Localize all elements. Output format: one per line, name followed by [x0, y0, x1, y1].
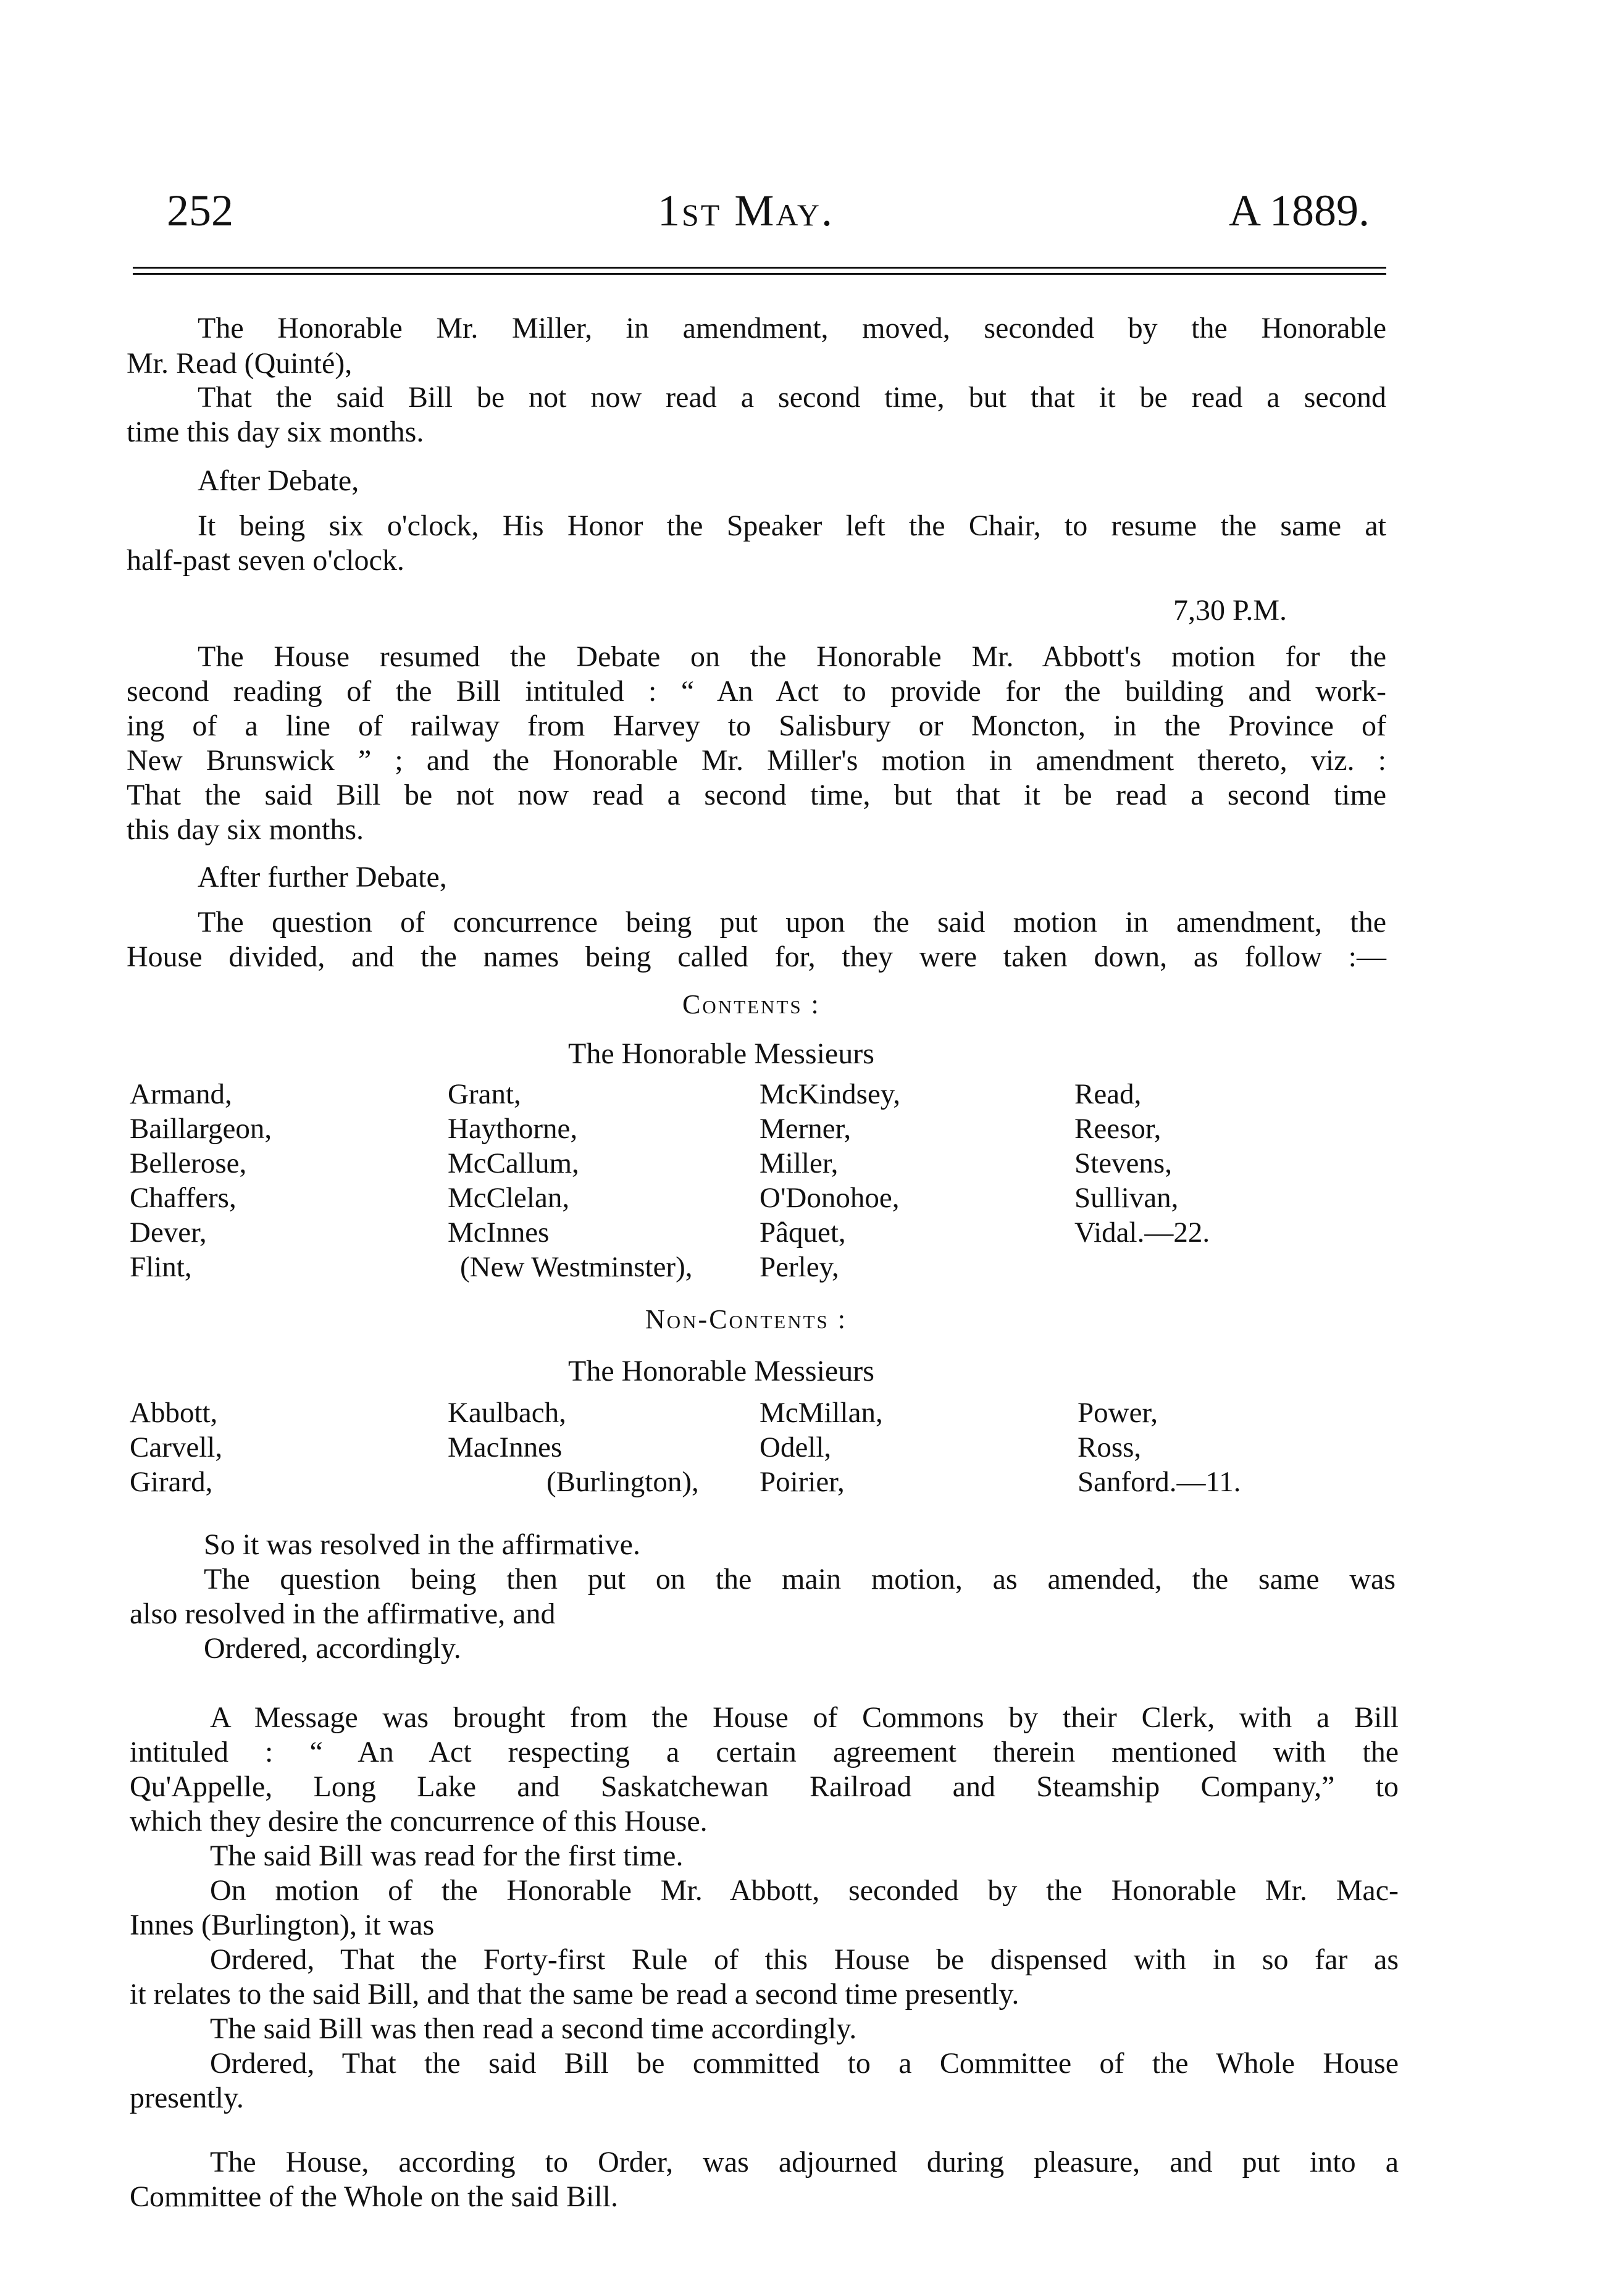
- amendment-line-4: time this day six months.: [127, 416, 424, 448]
- message-line-6: On motion of the Honorable Mr. Abbott, seconded by the Honorable Mr. Mac-: [210, 1874, 1399, 1907]
- page-year: A 1889.: [1229, 186, 1370, 235]
- list-item: Dever,: [130, 1216, 207, 1249]
- list-item: Poirier,: [760, 1466, 845, 1498]
- list-item: Stevens,: [1074, 1147, 1172, 1179]
- message-line-12: presently.: [130, 2082, 244, 2114]
- message-line-3: Qu'Appelle, Long Lake and Saskatchewan Railroad and Steamship Company,” to: [130, 1770, 1399, 1803]
- list-item: Abbott,: [130, 1397, 218, 1429]
- message-line-10: The said Bill was then read a second time accordingly.: [210, 2012, 857, 2045]
- resumed-line-5: That the said Bill be not now read a second time, but that it be read a second time: [127, 779, 1386, 811]
- time-stamp: 7,30 P.M.: [1173, 594, 1287, 627]
- question-line-2: House divided, and the names being called for, they were taken down, as follow :—: [127, 940, 1386, 973]
- list-item: Armand,: [130, 1078, 232, 1110]
- list-item: Reesor,: [1074, 1113, 1161, 1145]
- resolved-line-4: Ordered, accordingly.: [204, 1632, 461, 1665]
- contents-col2-continuation: (New Westminster),: [460, 1251, 693, 1283]
- list-item: Power,: [1078, 1397, 1158, 1429]
- list-item: Carvell,: [130, 1431, 223, 1463]
- non-contents-col2-continuation: (Burlington),: [546, 1466, 699, 1498]
- list-item: Sullivan,: [1074, 1182, 1179, 1214]
- adjourned-line-1: The House, according to Order, was adjourned during pleasure, and put into a: [210, 2146, 1399, 2178]
- message-line-11: Ordered, That the said Bill be committed to a Committee of the Whole House: [210, 2047, 1399, 2080]
- non-contents-column-4: [1078, 1396, 1241, 1499]
- resumed-line-6: this day six months.: [127, 813, 364, 846]
- resolved-line-2: The question being then put on the main motion, as amended, the same was: [204, 1563, 1396, 1596]
- message-line-7: Innes (Burlington), it was: [130, 1909, 435, 1941]
- header-rule: [133, 267, 1386, 269]
- page-date: 1st May.: [658, 186, 834, 235]
- contents-subheading: The Honorable Messieurs: [568, 1037, 874, 1070]
- list-item: Baillargeon,: [130, 1113, 272, 1145]
- list-item: Read,: [1074, 1078, 1142, 1110]
- contents-heading: Contents :: [682, 989, 821, 1019]
- amendment-line-3: That the said Bill be not now read a second time, but that it be read a second: [198, 381, 1386, 414]
- after-further-debate: After further Debate,: [198, 861, 447, 894]
- list-item: Pâquet,: [760, 1216, 846, 1249]
- six-oclock-line-2: half-past seven o'clock.: [127, 544, 404, 577]
- contents-column-3: [760, 1077, 900, 1284]
- list-item: Ross,: [1078, 1431, 1142, 1463]
- list-item: MacInnes: [448, 1431, 563, 1463]
- header-rule-2: [133, 273, 1386, 275]
- list-item: Kaulbach,: [448, 1397, 566, 1429]
- list-item: Odell,: [760, 1431, 832, 1463]
- resumed-line-4: New Brunswick ” ; and the Honorable Mr. Miller's motion in amendment thereto, viz. :: [127, 744, 1386, 777]
- list-item: McClelan,: [448, 1182, 570, 1214]
- list-item: Miller,: [760, 1147, 839, 1179]
- list-item: Flint,: [130, 1251, 192, 1283]
- resumed-line-1: The House resumed the Debate on the Honorable Mr. Abbott's motion for the: [198, 640, 1386, 673]
- list-item: Girard,: [130, 1466, 213, 1498]
- list-item: O'Donohoe,: [760, 1182, 900, 1214]
- non-contents-subheading: The Honorable Messieurs: [568, 1355, 874, 1387]
- question-line-1: The question of concurrence being put upon the said motion in amendment, the: [198, 906, 1386, 939]
- after-debate: After Debate,: [198, 464, 359, 497]
- message-line-8: Ordered, That the Forty-first Rule of this House be dispensed with in so far as: [210, 1943, 1399, 1976]
- non-contents-heading: Non-Contents :: [645, 1304, 847, 1334]
- non-contents-column-2: [448, 1396, 566, 1465]
- contents-column-1: [130, 1077, 272, 1284]
- list-item: McKindsey,: [760, 1078, 901, 1110]
- message-line-4: which they desire the concurrence of this House.: [130, 1805, 708, 1838]
- resolved-line-1: So it was resolved in the affirmative.: [204, 1528, 640, 1561]
- non-contents-column-3: [760, 1396, 883, 1499]
- list-item: Haythorne,: [448, 1113, 578, 1145]
- message-line-2: intituled : “ An Act respecting a certain agreement therein mentioned with the: [130, 1736, 1399, 1768]
- resumed-line-3: ing of a line of railway from Harvey to Salisbury or Moncton, in the Province of: [127, 709, 1386, 742]
- six-oclock-line-1: It being six o'clock, His Honor the Speaker left the Chair, to resume the same at: [198, 509, 1386, 542]
- list-item: Bellerose,: [130, 1147, 247, 1179]
- resumed-line-2: second reading of the Bill intituled : “ An Act to provide for the building and work-: [127, 675, 1386, 708]
- list-item: Perley,: [760, 1251, 839, 1283]
- list-item: Chaffers,: [130, 1182, 236, 1214]
- list-item: Vidal.—22.: [1074, 1216, 1210, 1249]
- list-item: Sanford.—11.: [1078, 1466, 1241, 1498]
- message-line-5: The said Bill was read for the first time.: [210, 1839, 684, 1872]
- contents-column-4: [1074, 1077, 1210, 1250]
- list-item: McMillan,: [760, 1397, 883, 1429]
- resolved-line-3: also resolved in the affirmative, and: [130, 1597, 556, 1630]
- list-item: McCallum,: [448, 1147, 579, 1179]
- adjourned-line-2: Committee of the Whole on the said Bill.: [130, 2180, 618, 2213]
- amendment-line-1: The Honorable Mr. Miller, in amendment, moved, seconded by the Honorable: [198, 312, 1386, 345]
- list-item: Grant,: [448, 1078, 521, 1110]
- amendment-line-2: Mr. Read (Quinté),: [127, 347, 353, 380]
- message-line-1: A Message was brought from the House of Commons by their Clerk, with a Bill: [210, 1701, 1399, 1734]
- list-item: Merner,: [760, 1113, 852, 1145]
- page-number: 252: [167, 186, 233, 235]
- non-contents-column-1: [130, 1396, 222, 1499]
- list-item: McInnes: [448, 1216, 550, 1249]
- contents-column-2: [448, 1077, 579, 1250]
- message-line-9: it relates to the said Bill, and that the same be read a second time presently.: [130, 1978, 1019, 2011]
